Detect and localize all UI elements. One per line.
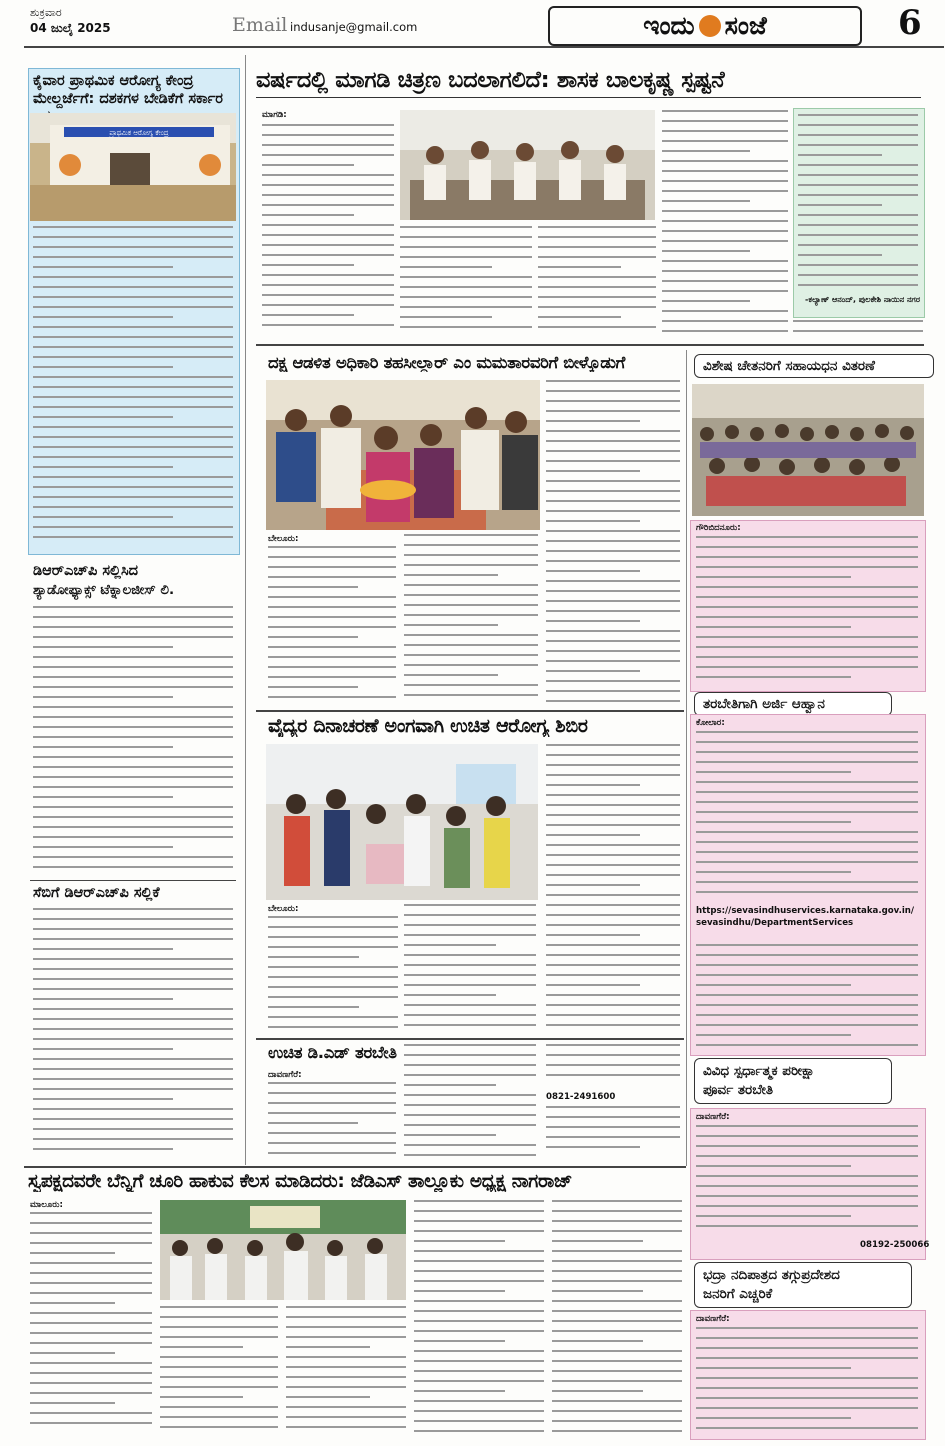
- left-column-rule: [245, 55, 246, 1165]
- mid-story-col1: [268, 546, 396, 706]
- right-training-dateline: ಕೋಲಾರ:: [696, 718, 725, 728]
- exam-body: [696, 1125, 918, 1235]
- exam-title-line2: ಪೂರ್ವ ತರಬೇತಿ: [703, 1081, 773, 1098]
- left-story2-title: ಡಿಆರ್‌ಎಚ್‌ಪಿ ಸಲ್ಲಿಸಿದ: [33, 563, 139, 579]
- bottom-col2: [160, 1306, 278, 1437]
- right-training-body2: [696, 944, 918, 1050]
- bottom-col5: [552, 1200, 682, 1437]
- masthead-left: ಇಂದು: [643, 11, 695, 40]
- right-column-rule: [686, 350, 687, 1166]
- bottom-story-headline: ಸ್ವಪಕ್ಷದವರೇ ಬೆನ್ನಿಗೆ ಚೂರಿ ಹಾಕುವ ಕೆಲಸ ಮಾಡಿದರು: ಜೆಡಿಎಸ್ ತಾಲ್ಲೂಕು ಅಧ್ಯಕ್ಷ ನಾಗರಾಜ್: [28, 1172, 573, 1192]
- exam-helpline: 08192-250066: [860, 1240, 930, 1250]
- header-day: ಶುಕ್ರವಾರ: [30, 6, 62, 19]
- sun-icon: [699, 15, 721, 37]
- header-rule: [24, 46, 944, 48]
- top-story-col1: [262, 124, 394, 336]
- mid-story-col2: [404, 534, 538, 706]
- left-divider-1: [30, 880, 236, 881]
- farewell-photo: [266, 380, 540, 530]
- disabled-aid-photo: [692, 384, 924, 516]
- top-story-photo: [400, 110, 655, 220]
- bottom-col1: [30, 1212, 152, 1437]
- bottom-story-dateline: ಮಾಲೂರು:: [30, 1200, 63, 1210]
- page-number: 6: [898, 3, 922, 43]
- left-story2-subtitle: ಶ್ಯಾಡೋಫ್ಯಾಕ್ಸ್ ಟೆಕ್ನಾಲಜೀಸ್ ಲಿ.: [33, 582, 175, 598]
- health-camp-headline: ವೈದ್ಯರ ದಿನಾಚರಣೆ ಅಂಗವಾಗಿ ಉಚಿತ ಆರೋಗ್ಯ ಶಿಬಿರ: [268, 716, 588, 737]
- left-story1-body: [33, 226, 233, 551]
- masthead-logo: [548, 6, 862, 46]
- right-training-title: ತರಬೇತಿಗಾಗಿ ಅರ್ಜಿ ಆಹ್ವಾನ: [694, 692, 892, 716]
- exam-title-line1: ವಿವಿಧ ಸ್ಪರ್ಧಾತ್ಮಕ ಪರೀಕ್ಷಾ: [703, 1063, 815, 1079]
- phc-sign: ಪ್ರಾಥಮಿಕ ಆರೋಗ್ಯ ಕೇಂದ್ರ: [109, 129, 169, 137]
- left-story3-title: ಸೆಬಿಗೆ ಡಿಆರ್‌ಎಚ್‌ಪಿ ಸಲ್ಲಿಕೆ: [33, 885, 160, 901]
- bhadra-title-line2: ಜನರಿಗೆ ಎಚ್ಚರಿಕೆ: [703, 1285, 773, 1302]
- mid-story-rule: [256, 710, 684, 712]
- ded-col3: [546, 1044, 680, 1090]
- right-mid-body: [696, 536, 918, 686]
- left-story3-body: [33, 908, 233, 1163]
- header-date: 04 ಜುಲೈ 2025: [30, 21, 111, 35]
- right-mid-dateline: ಗೌರಿಬಿದನೂರು:: [696, 523, 741, 533]
- health-camp-dateline: ಬೇಲೂರು:: [268, 904, 299, 914]
- ded-dateline: ದಾವಣಗೆರೆ:: [268, 1070, 302, 1080]
- right-top-byline: -ಕಲ್ಯಾಣ್ ಆನಂದ್, ಪುಲಕೇಶಿ ನಾಯಿನ ನಗರ: [805, 295, 920, 304]
- right-top-below-box: [793, 320, 923, 338]
- top-story-col3: [538, 226, 656, 336]
- ded-headline: ಉಚಿತ ಡಿ.ಎಡ್ ತರಬೇತಿ: [268, 1043, 397, 1062]
- ded-col2: [404, 1044, 536, 1162]
- bhadra-body: [696, 1327, 918, 1435]
- ded-col3b: [546, 1106, 680, 1162]
- top-story-col4: [662, 110, 788, 336]
- right-mid-title: ವಿಶೇಷ ಚೇತನರಿಗೆ ಸಹಾಯಧನ ವಿತರಣೆ: [694, 354, 934, 378]
- right-training-url[interactable]: https://sevasindhuservices.karnataka.gov.in/sevasindhu/DepartmentServices: [696, 906, 915, 928]
- health-camp-col1: [268, 916, 398, 1034]
- mid-story-headline: ದಕ್ಷ ಆಡಳಿತ ಅಧಿಕಾರಿ ತಹಸೀಲ್ದಾರ್ ಎಂ ಮಮತಾರವರಿಗೆ ಬೀಳ್ಕೊಡುಗೆ: [268, 354, 625, 372]
- email-label-text: Email: [232, 14, 288, 36]
- health-camp-rule: [256, 1038, 684, 1040]
- top-story-col2: [400, 226, 532, 336]
- ded-col1: [268, 1082, 396, 1162]
- email-address[interactable]: indusanje@gmail.com: [290, 20, 418, 34]
- exam-title: [694, 1058, 892, 1104]
- health-camp-col3: [546, 744, 680, 1034]
- health-camp-col2: [404, 904, 536, 1034]
- ded-phone: 0821-2491600: [546, 1092, 616, 1102]
- top-story-dateline: ಮಾಗಡಿ:: [262, 110, 287, 120]
- bhadra-dateline: ದಾವಣಗೆರೆ:: [696, 1314, 730, 1324]
- bhadra-title: [694, 1262, 912, 1308]
- masthead-right: ಸಂಜೆ: [724, 11, 767, 40]
- bottom-col4: [414, 1200, 544, 1437]
- left-story2-body: [33, 606, 233, 878]
- top-story-rule: [256, 344, 924, 346]
- exam-dateline: ದಾವಣಗೆರೆ:: [696, 1112, 730, 1122]
- health-camp-photo: [266, 744, 538, 900]
- bottom-col3: [286, 1306, 406, 1437]
- bottom-top-rule: [24, 1166, 686, 1168]
- left-story1-title: ಕೈವಾರ ಪ್ರಾಥಮಿಕ ಆರೋಗ್ಯ ಕೇಂದ್ರ ಮೇಲ್ದರ್ಜೆಗೆ: ದಶಕಗಳ ಬೇಡಿಕೆಗೆ ಸರ್ಕಾರ: [33, 73, 223, 108]
- right-training-body1: [696, 731, 918, 901]
- mid-story-dateline: ಬೇಲೂರು:: [268, 534, 299, 544]
- bhadra-title-line1: ಭದ್ರಾ ನದಿಪಾತ್ರದ ತಗ್ಗುಪ್ರದೇಶದ: [703, 1267, 840, 1283]
- right-top-letter-body: [798, 114, 918, 294]
- jds-meeting-photo: [160, 1200, 406, 1300]
- phc-building-photo: [30, 113, 236, 221]
- email-label: [232, 14, 287, 36]
- mid-story-col3: [546, 380, 680, 706]
- top-story-headline: ವರ್ಷದಲ್ಲಿ ಮಾಗಡಿ ಚಿತ್ರಣ ಬದಲಾಗಲಿದೆ: ಶಾಸಕ ಬಾಲಕೃಷ್ಣ ಸ್ಪಷ್ಟನೆ: [256, 68, 921, 98]
